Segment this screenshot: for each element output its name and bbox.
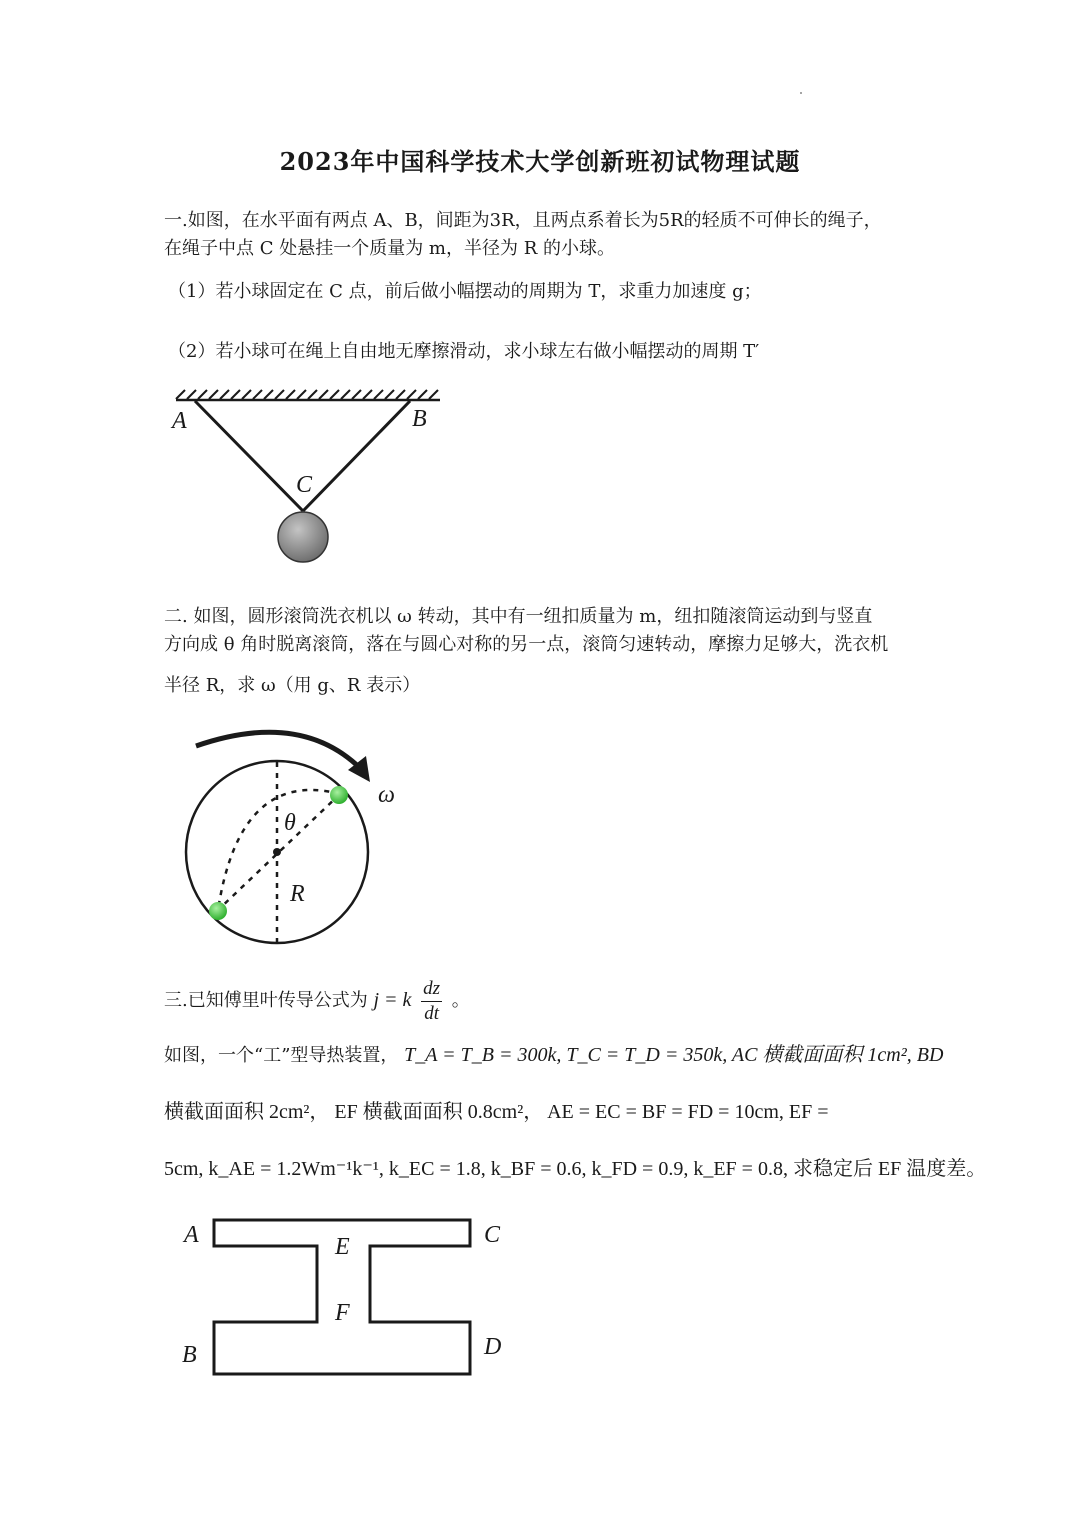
label-c: C xyxy=(484,1222,501,1248)
label-b: B xyxy=(182,1342,197,1368)
q3-line1-text: 如图，一个“工”型导热装置， xyxy=(164,1045,399,1066)
q1-line2: 在绳子中点 C 处悬挂一个质量为 m，半径为 R 的小球。 xyxy=(164,238,615,259)
q2-line3: 半径 R，求 ω（用 g、R 表示） xyxy=(164,675,421,696)
q1-sub1: （1）若小球固定在 C 点，前后做小幅摆动的周期为 T，求重力加速度 g； xyxy=(168,281,762,302)
button-top xyxy=(330,786,348,804)
button-bottom xyxy=(209,902,227,920)
q2-drum-diagram xyxy=(180,718,420,958)
q3-formula-lhs: j = k xyxy=(373,989,412,1011)
q3-line1 xyxy=(164,1042,943,1069)
q3-line3-text: 5cm, k_AE = 1.2Wm⁻¹k⁻¹, k_EC = 1.8, k_BF = 0.6, k_FD = 0.9, k_EF = 0.8, 求稳定后 EF 温度差。 xyxy=(164,1158,987,1180)
label-a: A xyxy=(172,408,187,434)
q3-intro-line xyxy=(164,974,470,1027)
label-b: B xyxy=(412,406,427,432)
q1-pendulum-diagram xyxy=(170,384,450,574)
q3-line2 xyxy=(164,1099,829,1126)
q3-formula-num: dz xyxy=(421,977,442,1002)
q3-line1-math: T_A = T_B = 300k, T_C = T_D = 350k, AC 横截面面积 1cm², BD xyxy=(404,1044,944,1066)
q3-intro: 三.已知傅里叶传导公式为 xyxy=(164,990,368,1011)
q2-line2: 方向成 θ 角时脱离滚筒，落在与圆心对称的另一点，滚筒匀速转动，摩擦力足够大，洗衣机 xyxy=(164,634,889,655)
q2-line1: 二. 如图，圆形滚筒洗衣机以 ω 转动，其中有一纽扣质量为 m，纽扣随滚筒运动到与竖直 xyxy=(164,606,873,627)
label-e: E xyxy=(335,1234,350,1260)
q1-sub2: （2）若小球可在绳上自由地无摩擦滑动，求小球左右做小幅摆动的周期 T′ xyxy=(168,341,760,362)
q1-line1: 一.如图，在水平面有两点 A、B，间距为3R，且两点系着长为5R的轻质不可伸长的绳子， xyxy=(164,210,882,231)
label-d: D xyxy=(484,1334,502,1360)
label-c: C xyxy=(296,472,313,498)
q3-line3 xyxy=(164,1156,986,1183)
q3-formula-den: dt xyxy=(424,1002,439,1024)
label-theta: θ xyxy=(284,810,296,836)
q3-formula-fraction xyxy=(421,977,442,1026)
rope-left xyxy=(195,401,303,511)
q3-intro-end: 。 xyxy=(451,990,470,1011)
ceiling-hatch xyxy=(176,390,438,399)
ball xyxy=(278,512,328,562)
label-omega: ω xyxy=(378,782,395,808)
scan-speck xyxy=(800,92,802,94)
label-f: F xyxy=(335,1300,350,1326)
rope-right xyxy=(303,401,410,511)
label-a: A xyxy=(184,1222,199,1248)
page-title: 2023年中国科学技术大学创新班初试物理试题 xyxy=(279,147,801,176)
label-r: R xyxy=(290,881,305,907)
q3-i-shaped-diagram xyxy=(180,1212,520,1392)
center-dot xyxy=(273,848,281,856)
q3-line2-text: 横截面面积 2cm²， EF 横截面面积 0.8cm²， AE = EC = BF = FD = 10cm, EF = xyxy=(164,1101,829,1123)
